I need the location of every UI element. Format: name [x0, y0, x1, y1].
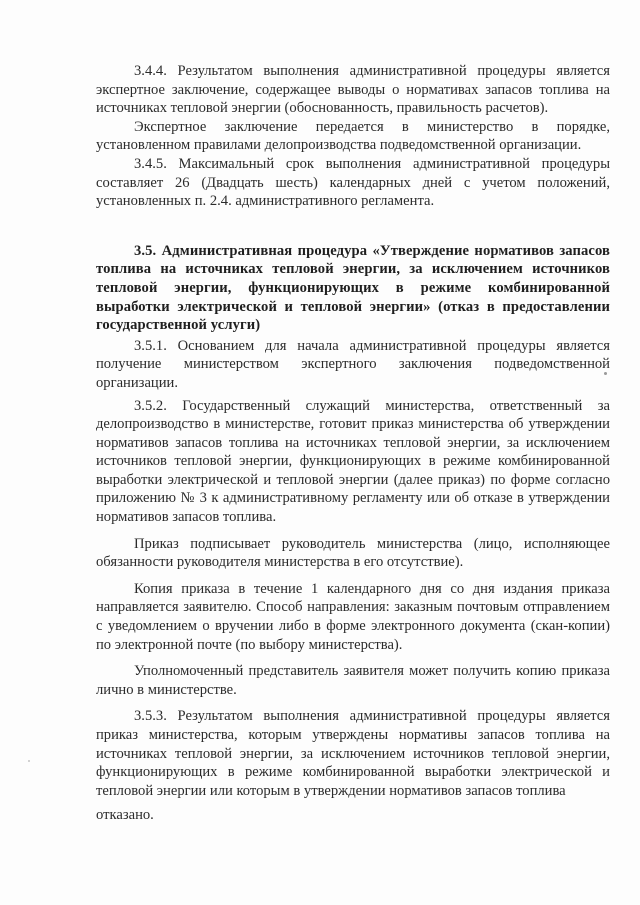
scan-speck	[604, 372, 607, 375]
paragraph-order-copy: Копия приказа в течение 1 календарного дня со дня издания приказа направляется заявителю. Способ направления: заказным почтовым отправлением с уведомлением о вручении либо в форме электронного документа (скан-копии) по электронной почте (по выбору министерства).	[96, 580, 610, 653]
paragraph-3-5-2: 3.5.2. Государственный служащий министерства, ответственный за делопроизводство в министерстве, готовит приказ министерства об утверждении нормативов запасов топлива на источниках тепловой энергии, за исключением источников тепловой энергии, функционирующих в режиме комбинированной выработки электрической и тепловой энергии (далее приказ) по форме согласно приложению № 3 к административному регламенту или об отказе в утверждении нормативов запасов топлива.	[96, 397, 610, 526]
paragraph-3-5-3-ending: отказано.	[96, 807, 154, 824]
paragraph-3-4-4: 3.4.4. Результатом выполнения административной процедуры является экспертное заключение, содержащее выводы о нормативах запасов топлива на источниках тепловой энергии (обоснованность, правильность расчетов).	[96, 63, 610, 117]
scan-speck	[28, 760, 30, 762]
paragraph-3-4-5: 3.4.5. Максимальный срок выполнения административной процедуры составляет 26 (Двадцать шесть) календарных дней с учетом положений, установленных п. 2.4. административного регламента.	[96, 155, 610, 210]
paragraph-3-5-3: 3.5.3. Результатом выполнения административной процедуры является приказ министерства, которым утверждены нормативы запасов топлива на источниках тепловой энергии, за исключением источников тепловой энергии, функционирующих в режиме комбинированной выработки электрической и тепловой энергии или которым в утверждении нормативов запасов топлива	[96, 708, 610, 799]
document-body	[96, 62, 610, 825]
paragraph-expert-conclusion: Экспертное заключение передается в министерство в порядке, установленном правилами делопроизводства подведомственной организации.	[96, 118, 610, 154]
paragraph-3-5-1: 3.5.1. Основанием для начала административной процедуры является получение министерством экспертного заключения подведомственной организации.	[96, 337, 610, 391]
paragraph-representative: Уполномоченный представитель заявителя может получить копию приказа лично в министерстве.	[96, 663, 610, 698]
section-heading-3-5: 3.5. Административная процедура «Утверждение нормативов запасов топлива на источниках тепловой энергии, за исключением источников тепловой энергии, функционирующих в режиме комбинированной выработки электрической и тепловой энергии» (отказ в предоставлении государственной услуги)	[96, 242, 610, 334]
paragraph-order-signing: Приказ подписывает руководитель министерства (лицо, исполняющее обязанности руководителя министерства в его отсутствие).	[96, 535, 610, 571]
